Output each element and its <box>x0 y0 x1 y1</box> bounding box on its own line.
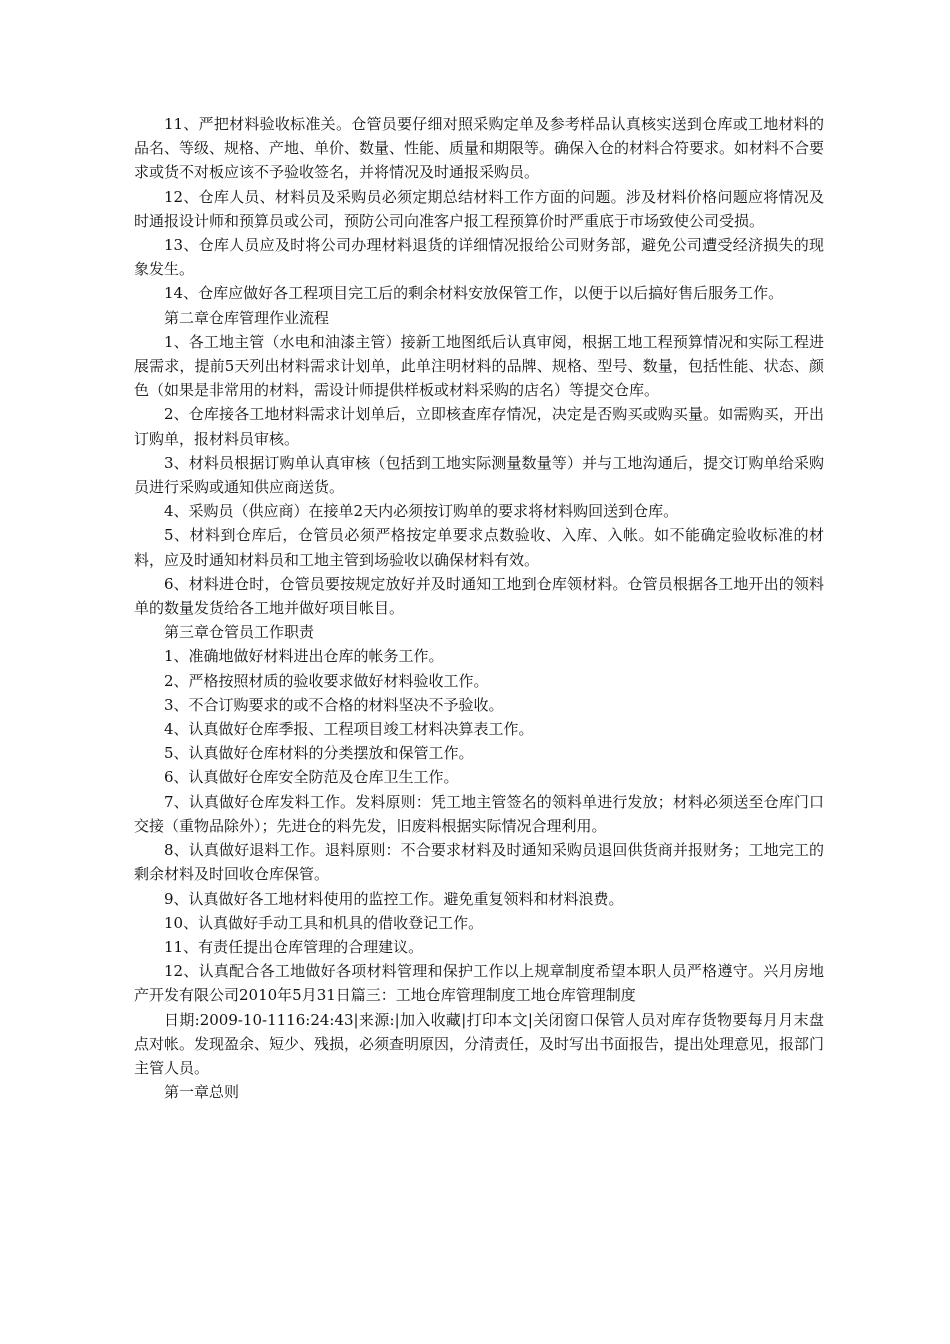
paragraph-duty-5: 5、认真做好仓库材料的分类摆放和保管工作。 <box>164 744 474 763</box>
paragraph-duty-9: 9、认真做好各工地材料使用的监控工作。避免重复领料和材料浪费。 <box>164 889 624 908</box>
paragraph-duty-2: 2、严格按照材质的验收要求做好材料验收工作。 <box>164 671 489 690</box>
paragraph-duty-10: 10、认真做好手动工具和机具的借收登记工作。 <box>164 913 484 932</box>
chapter-2-heading: 第二章仓库管理作业流程 <box>164 308 330 327</box>
paragraph-flow-3: 3、材料员根据订购单认真审核（包括到工地实际测量数量等）并与工地沟通后，提交订购单给采购员进行采购或通知供应商送货。 <box>134 453 824 497</box>
paragraph-flow-1: 1、各工地主管（水电和油漆主管）接新工地图纸后认真审阅，根据工地工程预算情况和实际工程进展需求，提前5天列出材料需求计划单，此单注明材料的品牌、规格、型号、数量，包括性能、状态、颜色（如果是非常用的材料，需设计师提供样板或材料采购的店名）等提交仓库。 <box>134 332 824 400</box>
paragraph-duty-11: 11、有责任提出仓库管理的合理建议。 <box>164 937 424 956</box>
paragraph-flow-4: 4、采购员（供应商）在接单2天内必须按订购单的要求将材料购回送到仓库。 <box>164 502 679 521</box>
paragraph-date-source: 日期:2009-10-1116:24:43|来源:|加入收藏|打印本文|关闭窗口保管人员对库存货物要每月月末盘点对帐。发现盈余、短少、残损，必须查明原因，分清责任，及时写出书面报告，提出处理意见，报部门主管人员。 <box>134 1010 825 1077</box>
document-page <box>134 112 824 1104</box>
chapter-1-heading: 第一章总则 <box>164 1083 240 1102</box>
paragraph-flow-5: 5、材料到仓库后，仓管员必须严格按定单要求点数验收、入库、入帐。如不能确定验收标准的材料，应及时通知材料员和工地主管到场验收以确保材料有效。 <box>134 526 824 569</box>
paragraph-clause-13-returns: 13、仓库人员应及时将公司办理材料退货的详细情况报给公司财务部，避免公司遭受经济损失的现象发生。 <box>134 236 824 279</box>
paragraph-duty-4: 4、认真做好仓库季报、工程项目竣工材料决算表工作。 <box>164 720 534 739</box>
paragraph-clause-12-review: 12、仓库人员、材料员及采购员必须定期总结材料工作方面的问题。涉及材料价格问题应将情况及时通报设计师和预算员或公司，预防公司向准客户报工程预算价时严重底于市场致使公司受损。 <box>134 187 824 230</box>
paragraph-clause-11-acceptance: 11、严把材料验收标准关。仓管员要仔细对照采购定单及参考样品认真核实送到仓库或工地材料的品名、等级、规格、产地、单价、数量、性能、质量和期限等。确保入仓的材料合符要求。如材料不合要求或货不对板应该不予验收签名，并将情况及时通报采购员。 <box>134 115 825 182</box>
paragraph-duty-6: 6、认真做好仓库安全防范及仓库卫生工作。 <box>164 768 459 787</box>
paragraph-clause-14-leftover: 14、仓库应做好各工程项目完工后的剩余材料安放保管工作，以便于以后搞好售后服务工作。 <box>164 284 784 303</box>
paragraph-duty-8: 8、认真做好退料工作。退料原则：不合要求材料及时通知采购员退回供货商并报财务；工地完工的剩余材料及时回收仓库保管。 <box>134 841 824 884</box>
paragraph-duty-12: 12、认真配合各工地做好各项材料管理和保护工作以上规章制度希望本职人员严格遵守。兴月房地产开发有限公司2010年5月31日篇三：工地仓库管理制度工地仓库管理制度 <box>134 962 824 1005</box>
paragraph-flow-2: 2、仓库接各工地材料需求计划单后，立即核查库存情况，决定是否购买或购买量。如需购买，开出订购单，报材料员审核。 <box>134 405 824 448</box>
paragraph-duty-3: 3、不合订购要求的或不合格的材料坚决不予验收。 <box>164 695 504 714</box>
paragraph-duty-7: 7、认真做好仓库发料工作。发料原则：凭工地主管签名的领料单进行发放；材料必须送至仓库门口交接（重物品除外）；先进仓的料先发，旧废料根据实际情况合理利用。 <box>134 792 824 835</box>
paragraph-duty-1: 1、准确地做好材料进出仓库的帐务工作。 <box>164 647 444 666</box>
paragraph-flow-6: 6、材料进仓时，仓管员要按规定放好并及时通知工地到仓库领材料。仓管员根据各工地开出的领料单的数量发货给各工地并做好项目帐目。 <box>134 574 824 618</box>
chapter-3-heading: 第三章仓管员工作职责 <box>164 623 315 642</box>
